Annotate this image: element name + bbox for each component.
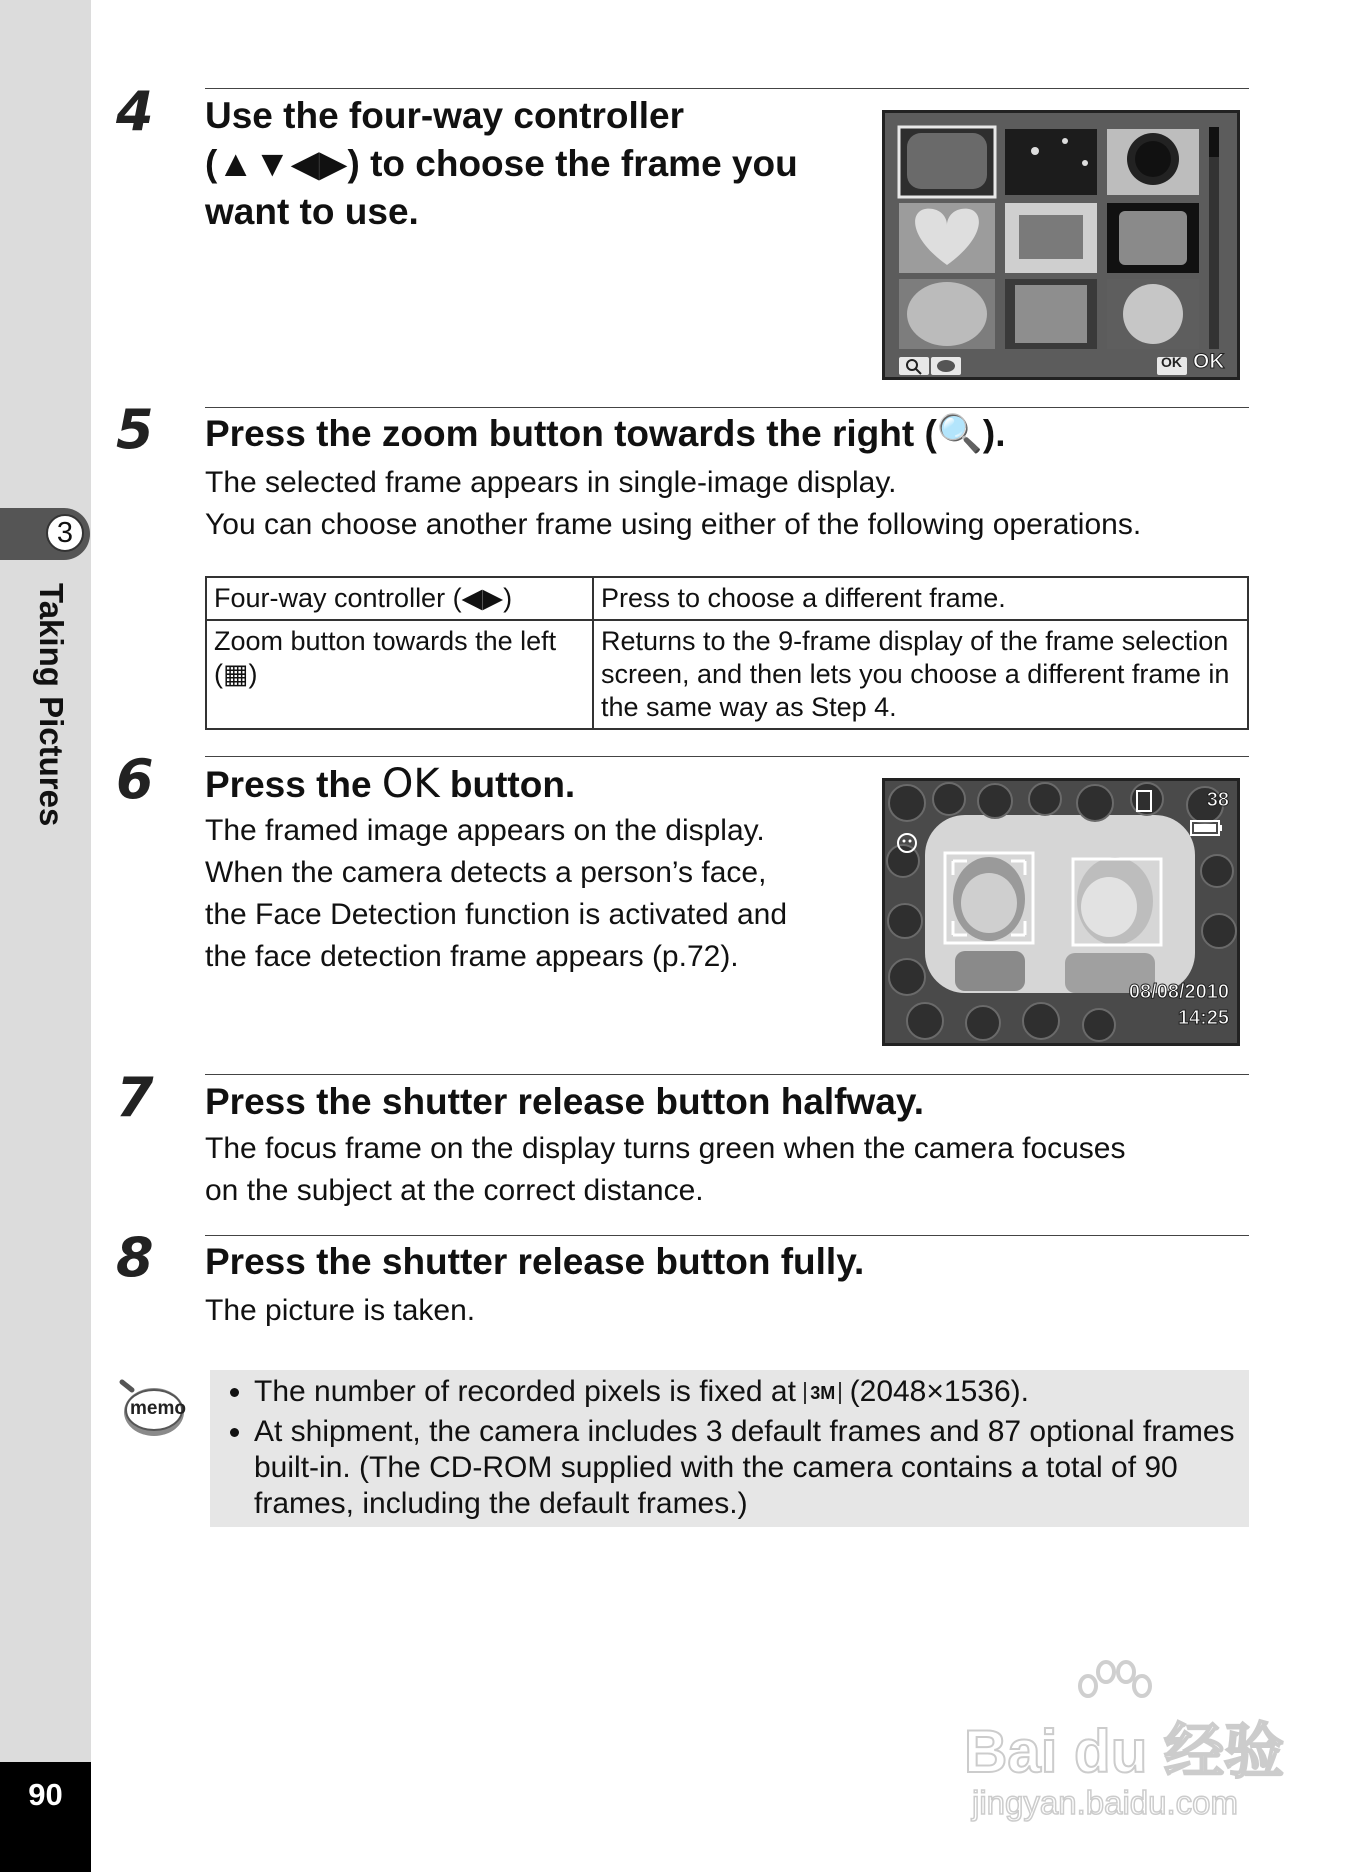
ok-label: OK: [1193, 350, 1225, 373]
step-6-body: The framed image appears on the display. When the camera detects a person’s face, the Face Detection function is activated and the face detection frame appears (p.72).: [205, 814, 788, 973]
step-7-body: The focus frame on the display turns green when the camera focuses on the subject at the correct distance.: [205, 1132, 1126, 1207]
table-cell-control: Zoom button towards the left (▦): [206, 620, 593, 729]
table-cell-action: Returns to the 9-frame display of the frame selection screen, and then lets you choose a different frame in the same way as Step 4.: [593, 620, 1248, 729]
table-cell-action: Press to choose a different frame.: [593, 577, 1248, 620]
step-divider: [205, 1074, 1249, 1075]
step-4-heading: Use the four-way controller (▲▼◀▶) to choose the frame you want to use.: [205, 95, 798, 232]
step-5-body: The selected frame appears in single-image display. You can choose another frame using either of the following operations.: [205, 466, 1142, 541]
step-number-7: 7: [116, 1066, 154, 1129]
chapter-sidebar: [0, 0, 91, 1872]
step-divider: [205, 756, 1249, 757]
date-display: 08/08/2010: [1128, 981, 1229, 1003]
memo-list: [210, 1370, 1249, 1522]
table-cell-control: Four-way controller (◀▶): [206, 577, 593, 620]
operations-table: [205, 576, 1249, 730]
step-8-heading: Press the shutter release button fully.: [205, 1241, 865, 1282]
frame-grid: [885, 113, 1237, 377]
ok-glyph: OK: [381, 761, 440, 807]
memo-box: [210, 1370, 1249, 1527]
frame-selection-screen: OK OK: [882, 110, 1240, 380]
step-divider: [205, 88, 1249, 89]
page-number: 90: [0, 1762, 91, 1872]
chapter-tab: [0, 508, 90, 560]
framed-image-screen: [882, 778, 1240, 1046]
shots-remaining: 38: [1206, 789, 1229, 811]
step-8-body: The picture is taken.: [205, 1294, 476, 1327]
step-7-heading: Press the shutter release button halfway.: [205, 1081, 924, 1122]
time-display: 14:25: [1177, 1007, 1229, 1029]
watermark-brand: Bai du 经验: [964, 1718, 1285, 1785]
memo-icon: memo: [118, 1378, 188, 1445]
chapter-title: Taking Pictures: [33, 583, 70, 827]
recorded-pixels-icon: 3M: [804, 1382, 841, 1404]
table-row: [206, 577, 1248, 620]
step-5-heading: Press the zoom button towards the right (🔍).: [205, 413, 1006, 454]
list-item: • The number of recorded pixels is fixed at 3M (2048×1536).: [254, 1370, 1249, 1410]
step-number-8: 8: [116, 1226, 154, 1289]
list-item: • At shipment, the camera includes 3 default frames and 87 optional frames built-in. (The CD-ROM supplied with the camera contains a total of 90 frames, including the default frames.): [254, 1410, 1249, 1522]
step-divider: [205, 1235, 1249, 1236]
step-divider: [205, 407, 1249, 408]
table-row: [206, 620, 1248, 729]
watermark-url: jingyan.baidu.com: [972, 1784, 1238, 1821]
step-number-4: 4: [116, 80, 154, 143]
chapter-number: 3: [46, 514, 84, 552]
step-6-heading: Press the OK button.: [205, 761, 576, 807]
step-number-5: 5: [116, 398, 154, 461]
step-number-6: 6: [116, 748, 154, 811]
